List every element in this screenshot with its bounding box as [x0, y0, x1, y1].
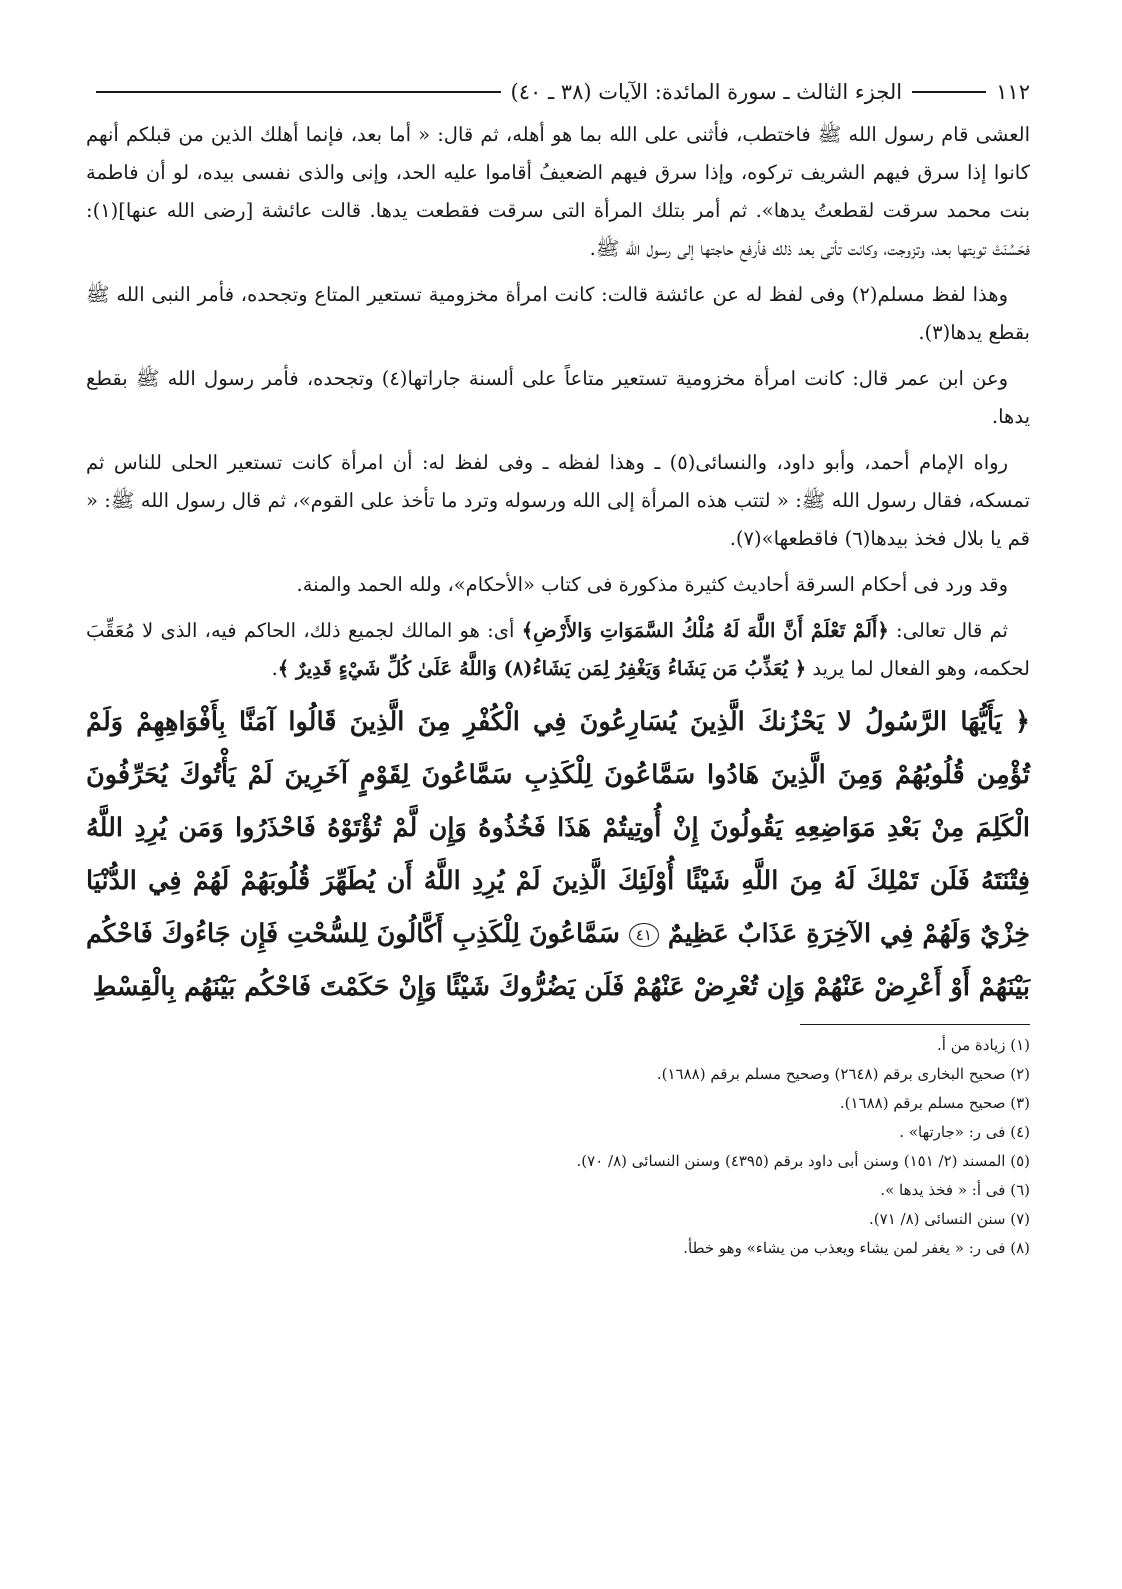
- tafsir-end: .: [271, 657, 278, 680]
- footnote-1: (١) زيادة من أ.: [937, 1036, 1030, 1054]
- ayah-number-marker: ٤١: [629, 923, 659, 947]
- running-header: [86, 72, 1030, 112]
- verse-41-text: ﴿ يَأَيُّهَا الرَّسُولُ لا يَحْزُنكَ الَّذِينَ يُسَارِعُونَ فِي الْكُفْرِ مِنَ الَّذِينَ قَالُوا آمَنَّا بِأَفْوَاهِهِمْ وَلَمْ تُؤْمِن قُلُوبُهُمْ وَمِنَ الَّذِينَ هَادُوا سَمَّاعُونَ لِلْكَذِبِ سَمَّاعُونَ لِقَوْمٍ آخَرِينَ لَمْ يَأْتُوكَ يُحَرِّفُونَ الْكَلِمَ مِنْ بَعْدِ مَوَاضِعِهِ يَقُولُونَ إِنْ أُوتِيتُمْ هَذَا فَخُذُوهُ وَإِن لَّمْ تُؤْتَوْهُ فَاحْذَرُوا وَمَن يُرِدِ اللَّهُ فِتْنَتَهُ فَلَن تَمْلِكَ لَهُ مِنَ اللَّهِ شَيْئًا أُوْلَئِكَ الَّذِينَ لَمْ يُرِدِ اللَّهُ أَن يُطَهِّرَ قُلُوبَهُمْ لَهُمْ فِي الدُّنْيَا خِزْيٌ وَلَهُمْ فِي الآخِرَةِ عَذَابٌ عَظِيمٌ: [86, 707, 1030, 949]
- commentary-paragraph-3: وعن ابن عمر قال: كانت امرأة مخزومية تستعير متاعاً على ألسنة جاراتها(٤) وتجحده، فأمر رسول الله ﷺ بقطع يدها.: [86, 367, 1030, 428]
- header-verse-range: (٣٨ ـ ٤٠): [510, 80, 592, 104]
- footnote-5: (٥) المسند (٢/ ١٥١) وسنن أبى داود برقم (٤٣٩٥) وسنن النسائى (٨/ ٧٠).: [576, 1152, 1030, 1170]
- commentary-paragraph-2: وهذا لفظ مسلم(٢) وفى لفظ له عن عائشة قالت: كانت امرأة مخزومية تستعير المتاع وتجحده، فأمر النبى الله ﷺ بقطع يدها(٣).: [86, 283, 1030, 344]
- header-title: الجزء الثالث ـ سورة المائدة: الآيات: [598, 80, 903, 104]
- commentary-paragraph-5: وقد ورد فى أحكام السرقة أحاديث كثيرة مذكورة فى كتاب «الأحكام»، ولله الحمد والمنة.: [296, 573, 1008, 596]
- header-rule-long: [96, 91, 501, 93]
- quran-quote-2: ﴿ يُعَذِّبُ مَن يَشَاءُ وَيَغْفِرُ لِمَن يَشَاءُ(٨) وَاللَّهُ عَلَىٰ كُلِّ شَيْءٍ قَدِيرٌ ﴾: [277, 657, 807, 680]
- footnotes: [86, 1031, 1030, 1263]
- quran-quote-1: ﴿أَلَمْ تَعْلَمْ أَنَّ اللَّهَ لَهُ مُلْكُ السَّمَوَاتِ وَالأَرْضِ﴾: [521, 619, 889, 642]
- tafsir-paragraph: [86, 612, 1030, 688]
- tafsir-intro: ثم قال تعالى:: [888, 619, 1008, 642]
- header-rule-short: [912, 91, 986, 93]
- commentary-paragraph-4: رواه الإمام أحمد، وأبو داود، والنسائى(٥) ـ وهذا لفظه ـ وفى لفظ له: أن امرأة كانت تستعير الحلى للناس ثم تمسكه، فقال رسول الله ﷺ: « لتتب هذه المرأة إلى الله ورسوله وترد ما تأخذ على القوم»، ثم قال رسول الله ﷺ: « قم يا بلال فخذ بيدها(٦) فاقطعها»(٧).: [86, 451, 1030, 550]
- tafsir-explanation: أى: هو المالك لجميع ذلك، الحاكم فيه، الذى لا مُعَقِّبَ لحكمه، وهو الفعال لما يريد: [86, 619, 1030, 680]
- commentary-paragraph-1: العشى قام رسول الله ﷺ فاختطب، فأثنى على الله بما هو أهله، ثم قال: « أما بعد، فإنما أهلك الذين من قبلكم أنهم كانوا إذا سرق فيهم الشريف تركوه، وإذا سرق فيهم الضعيفُ أقاموا عليه الحد، وإنى والذى نفسى بيده، لو أن فاطمة بنت محمد سرقت لقطعتُ يدها». ثم أمر بتلك المرأة التى سرقت فقطعت يدها. قالت عائشة [رضى الله عنها](١): فحَسُنَتْ توبتها بعد، وتزوجت، وكانت تأتى بعد ذلك فأرفع حاجتها إلى رسول الله ﷺ.: [86, 123, 1030, 260]
- footnotes-divider: [800, 1024, 1030, 1025]
- footnote-8: (٨) فى ر: « يغفر لمن يشاء ويعذب من يشاء» وهو خطأ.: [683, 1239, 1030, 1257]
- footnote-6: (٦) فى أ: « فخذ يدها ».: [880, 1181, 1030, 1199]
- page-number: ١١٢: [996, 80, 1030, 104]
- footnote-3: (٣) صحيح مسلم برقم (١٦٨٨).: [839, 1094, 1030, 1112]
- footnote-4: (٤) فى ر: «جارتها» .: [899, 1123, 1030, 1141]
- footnote-7: (٧) سنن النسائى (٨/ ٧١).: [869, 1210, 1030, 1228]
- verse-42-text: سَمَّاعُونَ لِلْكَذِبِ أَكَّالُونَ لِلسُّحْتِ فَإِن جَاءُوكَ فَاحْكُم بَيْنَهُمْ أَوْ أَعْرِضْ عَنْهُمْ وَإِن تُعْرِضْ عَنْهُمْ فَلَن يَضُرُّوكَ شَيْئًا وَإِنْ حَكَمْتَ فَاحْكُم بَيْنَهُم بِالْقِسْطِ: [86, 919, 1030, 1002]
- quran-verse-block: [86, 696, 1030, 1014]
- footnote-2: (٢) صحيح البخارى برقم (٢٦٤٨) وصحيح مسلم برقم (١٦٨٨).: [656, 1065, 1030, 1083]
